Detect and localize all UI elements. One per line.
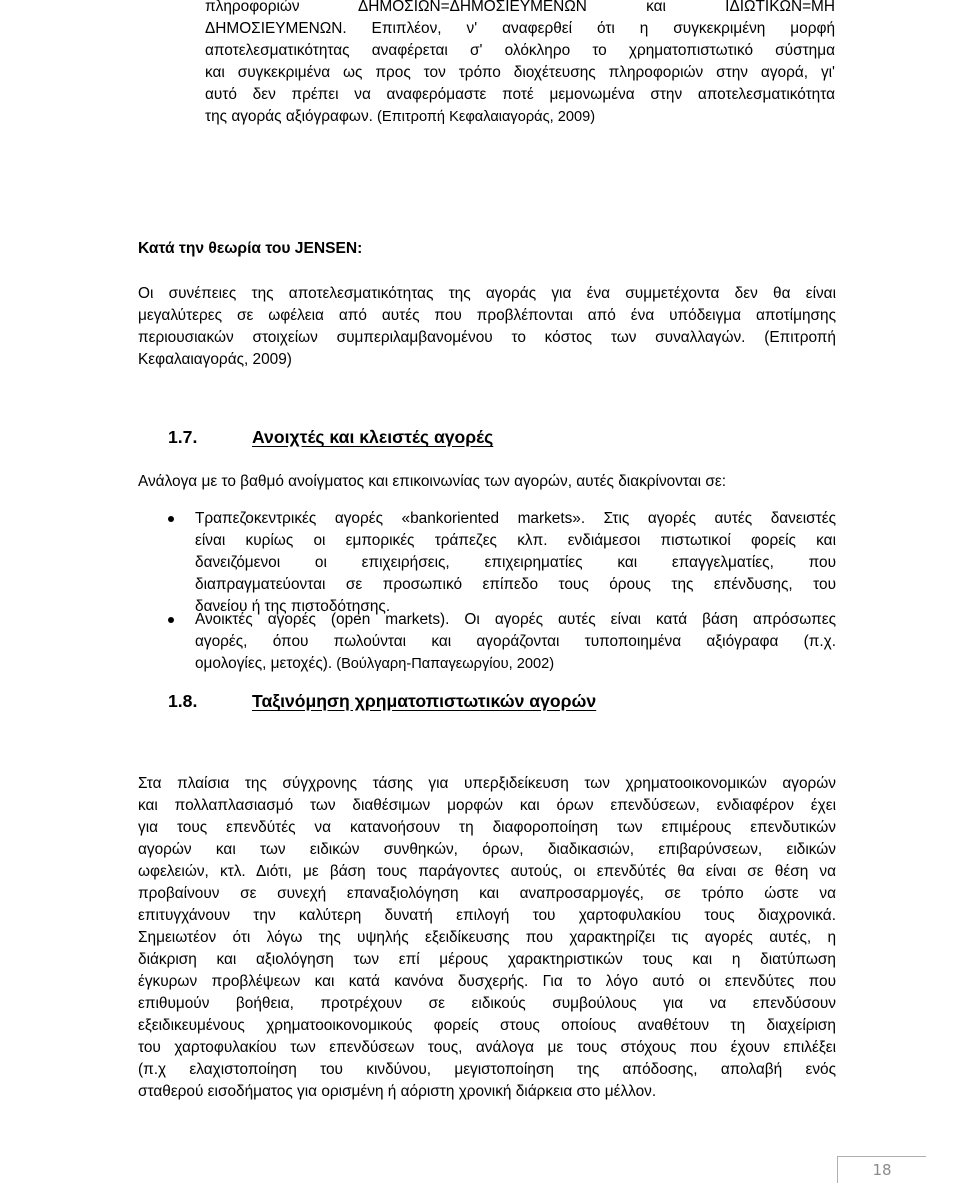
text-line: διάκριση και αξιολόγηση των επί μέρους χαρακτηριστικών τους και η διατύπωση — [138, 951, 836, 968]
text-line: αγορών και των ειδικών συνθηκών, όρων, διαδικασιών, επιβαρύνσεων, ειδικών — [138, 841, 836, 858]
text-line: Κεφαλαιαγοράς, 2009) — [138, 351, 292, 368]
section-number: 1.7. — [168, 427, 198, 447]
text-line: αυτό δεν πρέπει να αναφερόμαστε ποτέ μεμονωμένα στην αποτελεσματικότητα — [205, 86, 835, 103]
text-line: Σημειωτέον ότι λόγω της υψηλής εξειδίκευσης που χαρακτηρίζει τις αγορές αυτές, η — [138, 929, 836, 946]
text-line — [195, 653, 836, 675]
section-1-7-intro — [138, 471, 838, 493]
intro-paragraph — [205, 0, 835, 128]
page-number: 18 — [872, 1161, 892, 1179]
text-line: δανειζόμενοι οι επιχειρήσεις, επιχειρηματίες και επαγγελματίες, που — [195, 554, 836, 571]
bullet-dot — [168, 516, 174, 522]
text-line: είναι κυρίως οι εμπορικές τράπεζες κλπ. ενδιάμεσοι πιστωτικοί φορείς και — [195, 532, 836, 549]
text-line: επιτυγχάνουν την καλύτερη δυνατή επιλογή του χαρτοφυλακίου τους διαχρονικά. — [138, 907, 836, 924]
text-line: Ανοικτές αγορές (open markets). Οι αγορές αυτές είναι κατά βάση απρόσωπες — [195, 611, 836, 628]
bullet-item-open-markets — [195, 609, 836, 675]
text-line: και πολλαπλασιασμό των διαθέσιμων μορφών και όρων επενδύσεων, ενδιαφέρον έχει — [138, 797, 836, 814]
page-number-box — [837, 1156, 926, 1183]
text-run: ομολογίες, μετοχές). — [195, 655, 333, 672]
text-line: Οι συνέπειες της αποτελεσματικότητας της αγοράς για ένα συμμετέχοντα δεν θα είναι — [138, 285, 836, 302]
text-line: περιουσιακών στοιχείων συμπεριλαμβανομένου το κόστος των συναλλαγών. (Επιτροπή — [138, 329, 836, 346]
text-line: σταθερού εισοδήματος για ορισμένη ή αόριστη χρονική διάρκεια στο μέλλον. — [138, 1083, 657, 1100]
text-line: Στα πλαίσια της σύγχρονης τάσης για υπερξιδείκευση των χρηματοοικονομικών αγορών — [138, 775, 836, 792]
text-line: για τους επενδύτές να κατανοήσουν τη διαφοροποίηση των επιμέρους επενδυτικών — [138, 819, 836, 836]
section-1-8-paragraph — [138, 773, 836, 1103]
section-title: Ταξινόμηση χρηματοπιστωτικών αγορών — [252, 691, 597, 711]
section-number: 1.8. — [168, 691, 198, 711]
section-heading-1-7 — [168, 427, 493, 448]
citation: (Βούλγαρη-Παπαγεωργίου, 2002) — [332, 656, 555, 672]
text-line: προβαίνουν σε συνεχή επαναξιολόγηση και αναπροσαρμογές, σε τρόπο ώστε να — [138, 885, 836, 902]
section-title: Ανοιχτές και κλειστές αγορές — [252, 427, 494, 447]
text-line: (π.χ ελαχιστοποίηση του κινδύνου, μεγιστοποίηση της απόδοσης, απολαβή ενός — [138, 1061, 836, 1078]
text-line: Τραπεζοκεντρικές αγορές «bankoriented markets». Στις αγορές αυτές δανειστές — [195, 510, 836, 527]
jensen-heading: Κατά την θεωρία του JENSEN: — [138, 240, 363, 257]
text-run: της αγοράς αξιόγραφων. — [205, 108, 373, 125]
bullet-item-bankoriented — [195, 508, 836, 618]
text-line: ωφελειών, κτλ. Διότι, με βάση τους παράγοντες αυτούς, οι επενδύτές θα είναι σε θέση να — [138, 863, 836, 880]
jensen-paragraph — [138, 283, 836, 371]
text-line: επιθυμούν βοήθεια, προτρέχουν σε ειδικούς συμβούλους για να επενδύσουν — [138, 995, 836, 1012]
text-line: ΔΗΜΟΣΙΕΥΜΕΝΩΝ. Επιπλέον, ν' αναφερθεί ότι η συγκεκριμένη μορφή — [205, 20, 835, 37]
text-line: αποτελεσματικότητας αναφέρεται σ' ολόκληρο το χρηματοπιστωτικό σύστημα — [205, 42, 835, 59]
text-line: του χαρτοφυλακίου των επενδύσεων τους, ανάλογα με τους στόχους που έχουν επιλέξει — [138, 1039, 836, 1056]
text-line: εξειδικευμένους χρηματοοικονομικούς φορείς στους οποίους αναθέτουν τη διαχείριση — [138, 1017, 836, 1034]
text-line: και συγκεκριμένα ως προς τον τρόπο διοχέτευσης πληροφοριών στην αγορά, γι' — [205, 64, 835, 81]
text-line: Ανάλογα με το βαθμό ανοίγματος και επικοινωνίας των αγορών, αυτές διακρίνονται σε: — [138, 473, 726, 490]
citation: (Επιτροπή Κεφαλαιαγοράς, 2009) — [372, 109, 596, 125]
text-line: πληροφοριών ΔΗΜΟΣΙΩΝ=ΔΗΜΟΣΙΕΥΜΕΝΩΝ και ΙΔΙΩΤΙΚΩΝ=ΜΗ — [205, 0, 835, 15]
text-line: διαπραγματεύονται σε προσωπικό επίπεδο τους όρους της επένδυσης, του — [195, 576, 836, 593]
text-line: δανείου ή της πιστοδότησης. — [195, 598, 391, 615]
text-line: μεγαλύτερες σε ωφέλεια από αυτές που προβλέπονται από ένα υπόδειγμα αποτίμησης — [138, 307, 836, 324]
text-line — [205, 106, 835, 128]
bullet-dot — [168, 617, 174, 623]
text-line: αγορές, όπου πωλούνται και αγοράζονται τυποποιημένα αξιόγραφα (π.χ. — [195, 633, 836, 650]
text-line: έγκυρων προβλέψεων και κατά κανόνα δυσχερής. Για το λόγο αυτό οι επενδύτες που — [138, 973, 836, 990]
section-heading-1-8 — [168, 691, 596, 712]
